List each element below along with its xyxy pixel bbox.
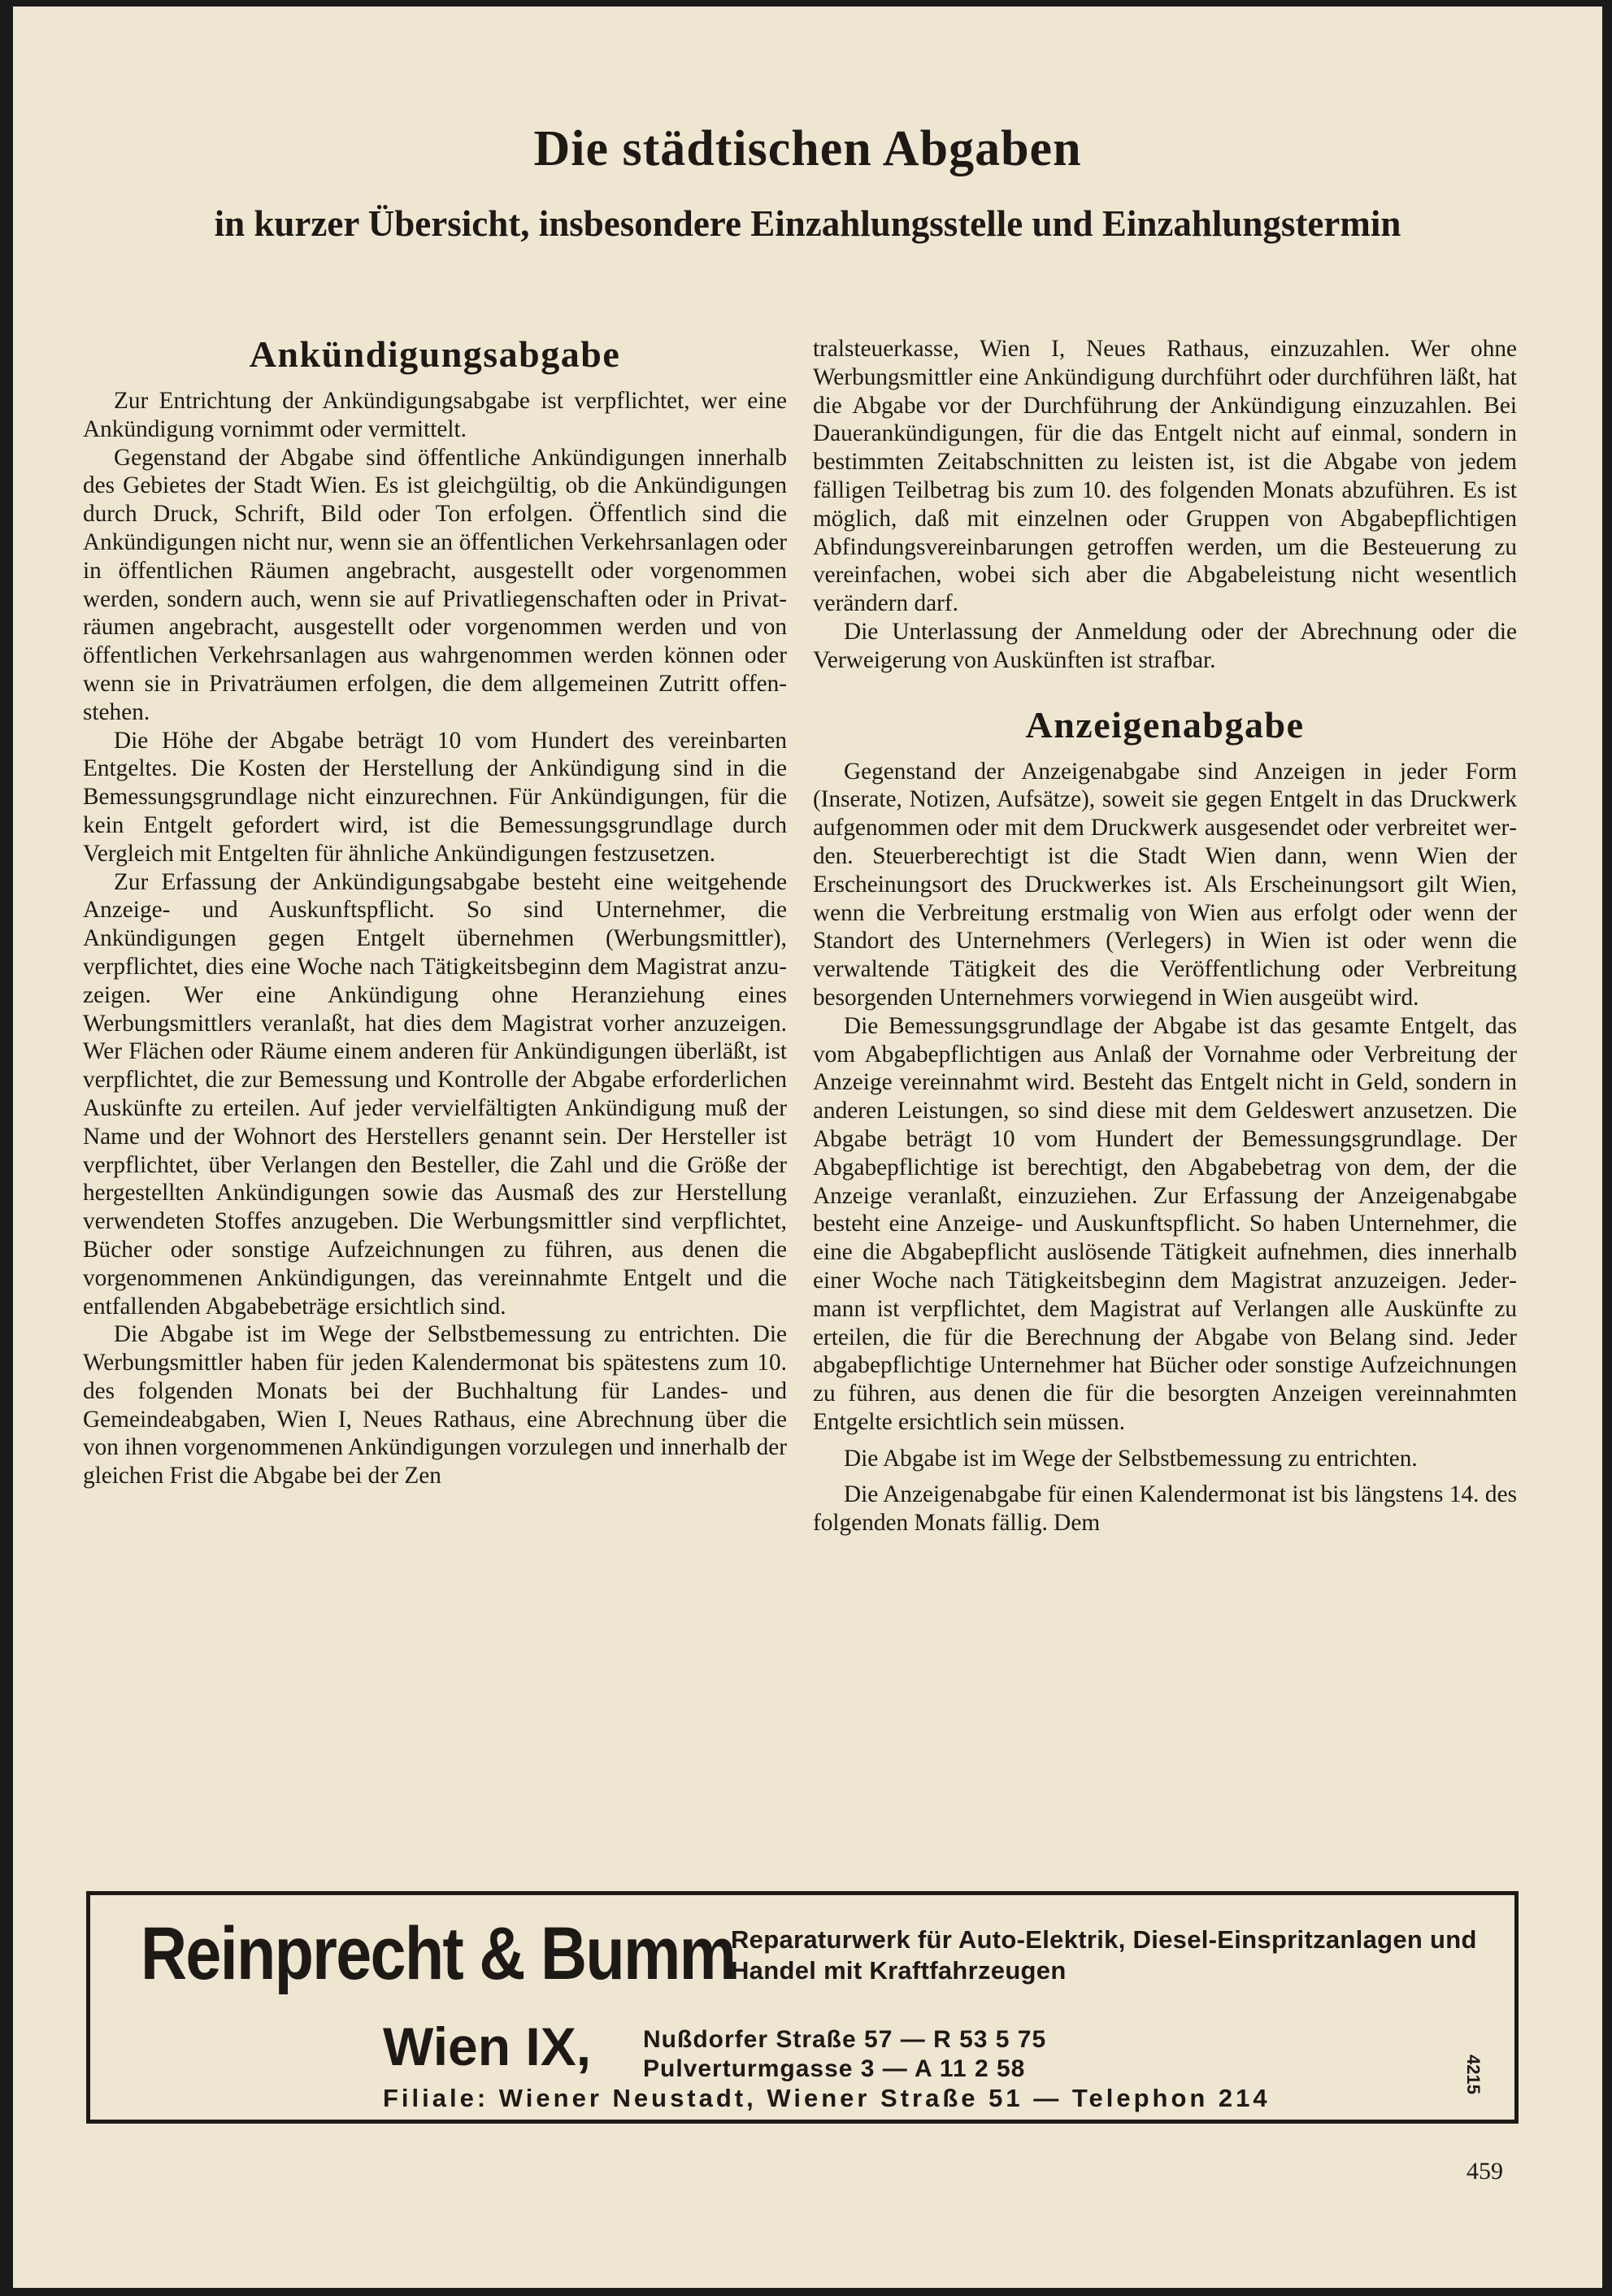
- ad-code: 4215: [1463, 2055, 1484, 2094]
- section-heading-ankuendigungsabgabe: Ankündigungsabgabe: [249, 333, 621, 375]
- ad-branch: Filiale: Wiener Neustadt, Wiener Straße 51 — Telephon 214: [383, 2084, 1271, 2112]
- paragraph: Zur Entrichtung der Ankündigungsabgabe ist verpflichtet, wer eine Ankündigung vornimmt oder vermittelt.: [83, 388, 787, 442]
- paragraph: Zur Erfassung der Ankündigungsabgabe besteht eine weitgehende Anzeige- und Auskunftspflicht. So sind Unternehmer, die Ankündigungen gegen Entgelt übernehmen (Werbungsmittler), verpflichtet, dies eine Woche nach Tätigkeitsbeginn dem Magistrat anzuzeigen. Wer eine Ankündigung ohne Heranziehung eines Werbungsmittlers veranlaßt, hat dies dem Magistrat vorher anzuzeigen. Wer Flächen oder Räume einem anderen für Ankündigungen überläßt, ist verpflichtet, die zur Bemessung und Kontrolle der Abgabe erforderlichen Auskünfte zu erteilen. Auf jeder vervielfältigten Ankündigung muß der Name und der Wohnort des Herstellers genannt sein. Der Hersteller ist verpflichtet, über Verlangen den Besteller, die Zahl und die Größe der hergestellten Ankündigungen sowie das Ausmaß des zur Herstellung verwendeten Stoffes anzugeben. Die Werbungsmittler sind verpflichtet, Bücher oder sonstige Aufzeichnungen zu führen, aus denen die vorgenommenen Ankündigungen, das vereinnahmte Entgelt und die entfallenden Abgabebeträge ersichtlich sind.: [83, 868, 787, 1320]
- ad-addresses: [643, 2025, 1046, 2084]
- ad-address-line: Pulverturmgasse 3 — A 11 2 58: [643, 2055, 1026, 2082]
- paragraph: Die Höhe der Abgabe beträgt 10 vom Hundert des vereinbarten Entgeltes. Die Kosten der Herstellung der Ankündigung sind in die Bemessungsgrundlage nicht einzurechnen. Für Ankündigungen, für die kein Entgelt gefordert wird, ist die Bemessungsgrundlage durch Vergleich mit Entgelten für ähnliche Ankündigungen festzusetzen.: [83, 727, 787, 867]
- page-title: Die städtischen Abgaben: [533, 121, 1082, 176]
- advertisement-box: [86, 1891, 1519, 2124]
- paragraph: Die Unterlassung der Anmeldung oder der Abrechnung oder die Verweigerung von Auskünften ist strafbar.: [813, 618, 1517, 673]
- paragraph: Die Abgabe ist im Wege der Selbstbemessung zu entrichten.: [844, 1445, 1418, 1472]
- paragraph: Gegenstand der Anzeigenabgabe sind Anzeigen in jeder Form (Inserate, Notizen, Aufsätze), soweit sie gegen Entgelt in das Druckwerk aufgenommen oder mit dem Druckwerk ausgesendet oder verbreitet werden. Steuerberechtigt ist die Stadt Wien dann, wenn Wien der Erscheinungsort des Druckwerkes ist. Als Erscheinungsort gilt Wien, wenn die Verbreitung erstmalig von Wien aus erfolgt oder wenn der Standort des Unternehmers (Verlegers) in Wien ist oder wenn die verwaltende Tätigkeit des die Veröffentlichung oder Verbreitung besorgenden Unternehmers vorwiegend in Wien ausgeübt wird.: [813, 758, 1517, 1011]
- paragraph: Die Anzeigenabgabe für einen Kalendermonat ist bis längstens 14. des folgenden Monats fällig. Dem: [813, 1481, 1517, 1537]
- ad-description: Reparaturwerk für Auto-Elektrik, Diesel-Einspritzanlagen und Handel mit Kraftfahrzeugen: [731, 1925, 1477, 1985]
- document-page: [13, 7, 1602, 2288]
- page-number: 459: [1466, 2158, 1503, 2185]
- paragraph: Die Bemessungsgrundlage der Abgabe ist das gesamte Entgelt, das vom Abgabepflichtigen aus Anlaß der Vornahme oder Verbreitung der Anzeige vereinnahmt wird. Besteht das Entgelt nicht in Geld, sondern in anderen Leistungen, so sind diese mit dem Geldeswert anzusetzen. Die Abgabe beträgt 10 vom Hundert der Bemessungsgrundlage. Der Abgabepflichtige ist berechtigt, den Abgabebetrag von dem, der die Anzeige veranlaßt, einzuziehen. Zur Erfassung der Anzeigenabgabe besteht eine Anzeige- und Auskunftspflicht. So haben Unternehmer, die eine die Abgabepflicht auslösende Tätigkeit aufnehmen, dies innerhalb einer Woche nach Tätigkeitsbeginn dem Magistrat anzuzeigen. Jedermann ist verpflichtet, dem Magistrat auf Verlangen alle Auskünfte zu erteilen, die für die Berechnung der Abgabe von Belang sind. Jeder abgabepflichtige Unternehmer hat Bücher oder sonstige Aufzeichnungen zu führen, aus denen die für die besorgten Anzeigen vereinnahmten Entgelte ersichtlich sein müssen.: [813, 1012, 1517, 1435]
- right-column: [813, 335, 1517, 1839]
- ad-company-name: Reinprecht & Bumm: [141, 1912, 736, 1995]
- section-heading-anzeigenabgabe: Anzeigenabgabe: [1025, 703, 1305, 746]
- ad-address-line: Nußdorfer Straße 57 — R 53 5 75: [643, 2026, 1047, 2053]
- ad-city: Wien IX,: [383, 2016, 592, 2076]
- page-subtitle: in kurzer Übersicht, insbesondere Einzahlungsstelle und Einzahlungstermin: [214, 203, 1401, 244]
- paragraph: Gegenstand der Abgabe sind öffentliche Ankündigungen innerhalb des Gebietes der Stadt Wien. Es ist gleichgültig, ob die Ankündigungen durch Druck, Schrift, Bild oder Ton erfolgen. Öffentlich sind die Ankündigungen nicht nur, wenn sie an öffentlichen Verkehrsanlagen oder in öffentlichen Räumen angebracht, ausgestellt oder vorgenommen werden, sondern auch, wenn sie auf Privatliegenschaften oder in Privaträumen angebracht, ausgestellt oder vorgenommen werden und von öffentlichen Verkehrsanlagen aus wahrgenommen werden können oder wenn sie in Privaträumen erfolgen, die dem allgemeinen Zutritt offenstehen.: [83, 444, 787, 725]
- paragraph-continued: tralsteuerkasse, Wien I, Neues Rathaus, einzuzahlen. Wer ohne Werbungsmittler eine Ankündigung durchführt oder durchführen läßt, hat die Abgabe vor der Durchführung der Ankündigung einzuzahlen. Bei Dauerankündigungen, für die das Entgelt nicht auf einmal, sondern in bestimmten Zeitabschnitten zu leisten ist, ist die Abgabe von jedem fälligen Teilbetrag bis zum 10. des folgenden Monats abzuführen. Es ist möglich, daß mit einzelnen oder Gruppen von Abgabepflichtigen Abfindungsvereinbarungen getroffen werden, um die Besteuerung zu vereinfachen, wobei sich aber die Abgabeleistung nicht wesentlich verändern darf.: [813, 336, 1517, 617]
- paragraph: Die Abgabe ist im Wege der Selbstbemessung zu entrichten. Die Werbungsmittler haben für jeden Kalendermonat bis spätestens zum 10. des folgenden Monats bei der Buchhaltung für Landes- und Gemeindeabgaben, Wien I, Neues Rathaus, eine Abrechnung über die von ihnen vorgenommenen Ankündigungen vorzulegen und innerhalb der gleichen Frist die Abgabe bei der Zen: [83, 1321, 787, 1489]
- left-column: [83, 332, 787, 1836]
